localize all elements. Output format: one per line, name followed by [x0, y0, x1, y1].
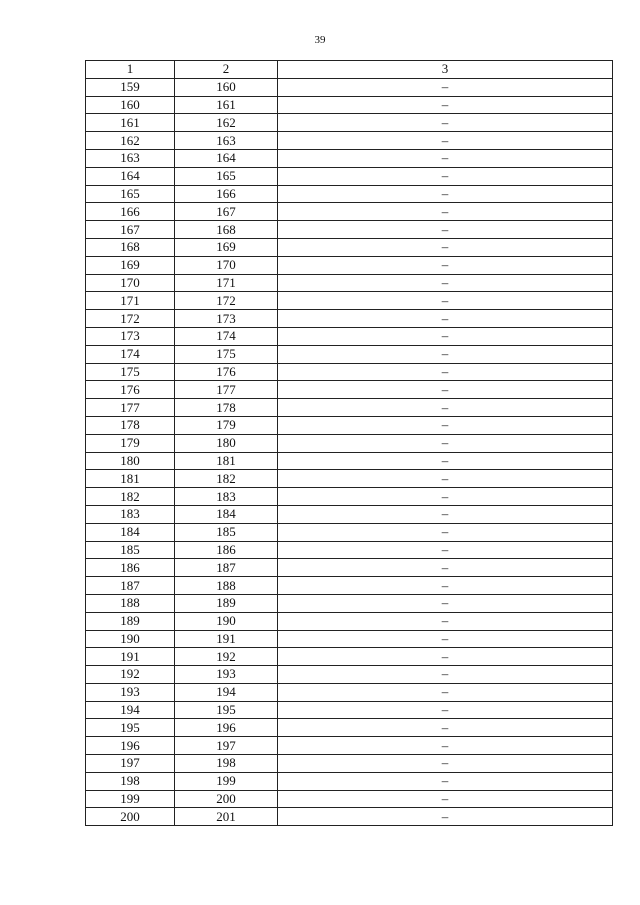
table-cell-col2: 166 — [175, 185, 278, 203]
table-cell-col1: 165 — [86, 185, 175, 203]
page-number: 39 — [314, 34, 326, 46]
table-cell-col3: – — [278, 505, 613, 523]
table-row — [86, 327, 613, 345]
table-cell-col1: 162 — [86, 132, 175, 150]
table-cell-col2: 185 — [175, 523, 278, 541]
table-cell-col1: 196 — [86, 737, 175, 755]
column-header-2: 2 — [175, 61, 278, 79]
table-cell-col1: 171 — [86, 292, 175, 310]
table-cell-col1: 187 — [86, 577, 175, 595]
table-cell-col1: 167 — [86, 221, 175, 239]
table-cell-col3: – — [278, 416, 613, 434]
table-cell-col2: 175 — [175, 345, 278, 363]
table-cell-col2: 183 — [175, 488, 278, 506]
table-cell-col1: 174 — [86, 345, 175, 363]
table-cell-col2: 164 — [175, 149, 278, 167]
table-row — [86, 434, 613, 452]
table-cell-col3: – — [278, 221, 613, 239]
table-cell-col2: 195 — [175, 701, 278, 719]
data-table — [85, 60, 613, 826]
table-cell-col3: – — [278, 772, 613, 790]
table-cell-col3: – — [278, 666, 613, 684]
table-cell-col3: – — [278, 577, 613, 595]
table-cell-col2: 176 — [175, 363, 278, 381]
table-cell-col1: 188 — [86, 594, 175, 612]
table-cell-col3: – — [278, 594, 613, 612]
table-row — [86, 274, 613, 292]
table-cell-col3: – — [278, 310, 613, 328]
table-row — [86, 345, 613, 363]
table-cell-col2: 188 — [175, 577, 278, 595]
table-row — [86, 167, 613, 185]
table-cell-col3: – — [278, 737, 613, 755]
table-cell-col1: 184 — [86, 523, 175, 541]
table-cell-col3: – — [278, 132, 613, 150]
table-cell-col3: – — [278, 114, 613, 132]
table-row — [86, 701, 613, 719]
table-cell-col2: 182 — [175, 470, 278, 488]
column-header-3: 3 — [278, 61, 613, 79]
table-row — [86, 719, 613, 737]
table-cell-col2: 196 — [175, 719, 278, 737]
table-cell-col3: – — [278, 345, 613, 363]
table-cell-col1: 169 — [86, 256, 175, 274]
table-cell-col2: 189 — [175, 594, 278, 612]
table-cell-col2: 201 — [175, 808, 278, 826]
table-cell-col3: – — [278, 523, 613, 541]
table-cell-col3: – — [278, 185, 613, 203]
table-cell-col1: 177 — [86, 399, 175, 417]
table-cell-col1: 172 — [86, 310, 175, 328]
table-cell-col1: 197 — [86, 755, 175, 773]
table-row — [86, 114, 613, 132]
table-cell-col3: – — [278, 292, 613, 310]
table-cell-col2: 199 — [175, 772, 278, 790]
table-cell-col3: – — [278, 399, 613, 417]
table-cell-col1: 181 — [86, 470, 175, 488]
table-row — [86, 648, 613, 666]
table-cell-col1: 183 — [86, 505, 175, 523]
table-cell-col1: 178 — [86, 416, 175, 434]
table-cell-col1: 194 — [86, 701, 175, 719]
table-row — [86, 149, 613, 167]
table-row — [86, 666, 613, 684]
table-row — [86, 470, 613, 488]
table-cell-col1: 166 — [86, 203, 175, 221]
table-cell-col3: – — [278, 167, 613, 185]
table-row — [86, 310, 613, 328]
table-cell-col1: 198 — [86, 772, 175, 790]
table-cell-col1: 189 — [86, 612, 175, 630]
table-cell-col2: 169 — [175, 238, 278, 256]
table-cell-col1: 164 — [86, 167, 175, 185]
table-body — [86, 78, 613, 825]
table-header — [86, 61, 613, 79]
table-row — [86, 221, 613, 239]
table-cell-col1: 159 — [86, 78, 175, 96]
table-row — [86, 416, 613, 434]
table-row — [86, 363, 613, 381]
table-cell-col1: 193 — [86, 683, 175, 701]
table-row — [86, 203, 613, 221]
table-row — [86, 185, 613, 203]
table-cell-col3: – — [278, 719, 613, 737]
table-cell-col1: 185 — [86, 541, 175, 559]
table-cell-col2: 181 — [175, 452, 278, 470]
table-cell-col2: 162 — [175, 114, 278, 132]
table-cell-col2: 180 — [175, 434, 278, 452]
table-cell-col2: 173 — [175, 310, 278, 328]
table-row — [86, 755, 613, 773]
table-cell-col3: – — [278, 470, 613, 488]
column-header-1: 1 — [86, 61, 175, 79]
table-row — [86, 737, 613, 755]
table-row — [86, 96, 613, 114]
table-cell-col3: – — [278, 452, 613, 470]
table-cell-col1: 192 — [86, 666, 175, 684]
table-cell-col1: 173 — [86, 327, 175, 345]
table-cell-col2: 165 — [175, 167, 278, 185]
table-cell-col2: 186 — [175, 541, 278, 559]
table-cell-col2: 198 — [175, 755, 278, 773]
table-cell-col1: 168 — [86, 238, 175, 256]
table-cell-col1: 161 — [86, 114, 175, 132]
table-cell-col3: – — [278, 203, 613, 221]
table-cell-col1: 190 — [86, 630, 175, 648]
table-cell-col2: 192 — [175, 648, 278, 666]
table-row — [86, 292, 613, 310]
table-cell-col2: 170 — [175, 256, 278, 274]
table-cell-col3: – — [278, 559, 613, 577]
table-cell-col2: 197 — [175, 737, 278, 755]
table-cell-col3: – — [278, 808, 613, 826]
table-cell-col1: 199 — [86, 790, 175, 808]
table-cell-col1: 179 — [86, 434, 175, 452]
table-row — [86, 381, 613, 399]
table-cell-col1: 186 — [86, 559, 175, 577]
table-cell-col2: 161 — [175, 96, 278, 114]
table-cell-col2: 193 — [175, 666, 278, 684]
table-cell-col2: 187 — [175, 559, 278, 577]
table-cell-col3: – — [278, 256, 613, 274]
table-cell-col2: 168 — [175, 221, 278, 239]
table-cell-col2: 172 — [175, 292, 278, 310]
table-cell-col3: – — [278, 648, 613, 666]
table-row — [86, 772, 613, 790]
table-cell-col3: – — [278, 612, 613, 630]
table-cell-col2: 179 — [175, 416, 278, 434]
table-cell-col1: 160 — [86, 96, 175, 114]
table-cell-col3: – — [278, 327, 613, 345]
table-cell-col1: 175 — [86, 363, 175, 381]
table-row — [86, 790, 613, 808]
table-cell-col1: 195 — [86, 719, 175, 737]
table-row — [86, 683, 613, 701]
table-cell-col2: 184 — [175, 505, 278, 523]
table-cell-col3: – — [278, 434, 613, 452]
table-cell-col2: 178 — [175, 399, 278, 417]
table-cell-col3: – — [278, 683, 613, 701]
table-row — [86, 577, 613, 595]
table-row — [86, 399, 613, 417]
table-row — [86, 559, 613, 577]
table-row — [86, 808, 613, 826]
table-row — [86, 452, 613, 470]
table-row — [86, 541, 613, 559]
table-cell-col3: – — [278, 790, 613, 808]
table-cell-col3: – — [278, 96, 613, 114]
table-cell-col1: 182 — [86, 488, 175, 506]
table-row — [86, 523, 613, 541]
table-cell-col2: 194 — [175, 683, 278, 701]
table-cell-col3: – — [278, 238, 613, 256]
table-cell-col1: 170 — [86, 274, 175, 292]
table-cell-col2: 167 — [175, 203, 278, 221]
table-row — [86, 238, 613, 256]
table-row — [86, 594, 613, 612]
table-cell-col3: – — [278, 78, 613, 96]
table-row — [86, 256, 613, 274]
table-row — [86, 630, 613, 648]
table-cell-col2: 163 — [175, 132, 278, 150]
table-row — [86, 505, 613, 523]
table-cell-col2: 174 — [175, 327, 278, 345]
table-cell-col1: 163 — [86, 149, 175, 167]
table-cell-col3: – — [278, 381, 613, 399]
table-cell-col3: – — [278, 363, 613, 381]
table-cell-col1: 180 — [86, 452, 175, 470]
table-cell-col1: 176 — [86, 381, 175, 399]
table-cell-col3: – — [278, 630, 613, 648]
table-cell-col3: – — [278, 274, 613, 292]
table-cell-col3: – — [278, 488, 613, 506]
table-cell-col2: 177 — [175, 381, 278, 399]
table-cell-col3: – — [278, 701, 613, 719]
table-cell-col3: – — [278, 149, 613, 167]
table-row — [86, 78, 613, 96]
table-row — [86, 612, 613, 630]
table-cell-col2: 200 — [175, 790, 278, 808]
table-row — [86, 488, 613, 506]
table-cell-col3: – — [278, 755, 613, 773]
table-cell-col2: 190 — [175, 612, 278, 630]
table-cell-col3: – — [278, 541, 613, 559]
table-cell-col2: 171 — [175, 274, 278, 292]
header-row — [86, 61, 613, 79]
table-cell-col1: 200 — [86, 808, 175, 826]
table-cell-col2: 160 — [175, 78, 278, 96]
table-cell-col2: 191 — [175, 630, 278, 648]
table-row — [86, 132, 613, 150]
table-cell-col1: 191 — [86, 648, 175, 666]
